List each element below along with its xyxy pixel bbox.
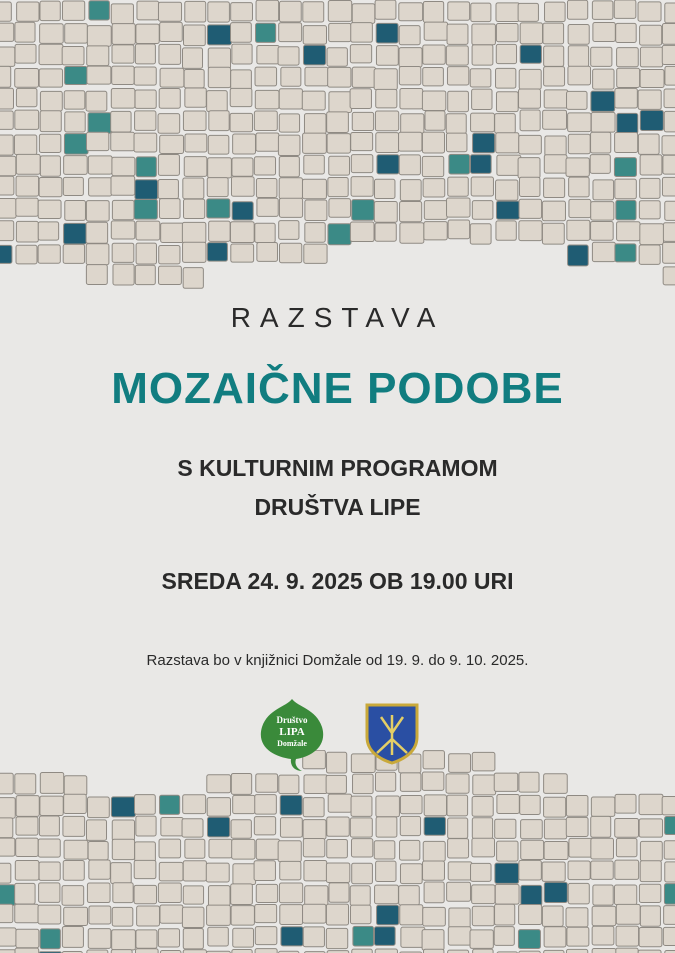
- svg-text:LIPA: LIPA: [279, 726, 305, 738]
- exhibition-title: MOZAIČNE PODOBE: [111, 364, 564, 413]
- event-date: SREDA 24. 9. 2025 OB 19.00 URI: [161, 568, 514, 594]
- domzale-coat-of-arms: [365, 703, 419, 765]
- svg-text:Društvo: Društvo: [276, 715, 308, 725]
- mosaic-image-top: [0, 0, 675, 295]
- subtitle-line2: DRUŠTVA LIPE: [254, 494, 421, 520]
- heading: RAZSTAVA: [230, 302, 445, 333]
- svg-text:Domžale: Domžale: [277, 739, 307, 748]
- exhibition-info: Razstava bo v knjižnici Domžale od 19. 9. do 9. 10. 2025.: [146, 652, 529, 669]
- subtitle-line1: S KULTURNIM PROGRAMOM: [177, 455, 498, 481]
- drustvo-lipa-logo: [258, 697, 326, 773]
- mosaic-image-bottom: [0, 750, 675, 953]
